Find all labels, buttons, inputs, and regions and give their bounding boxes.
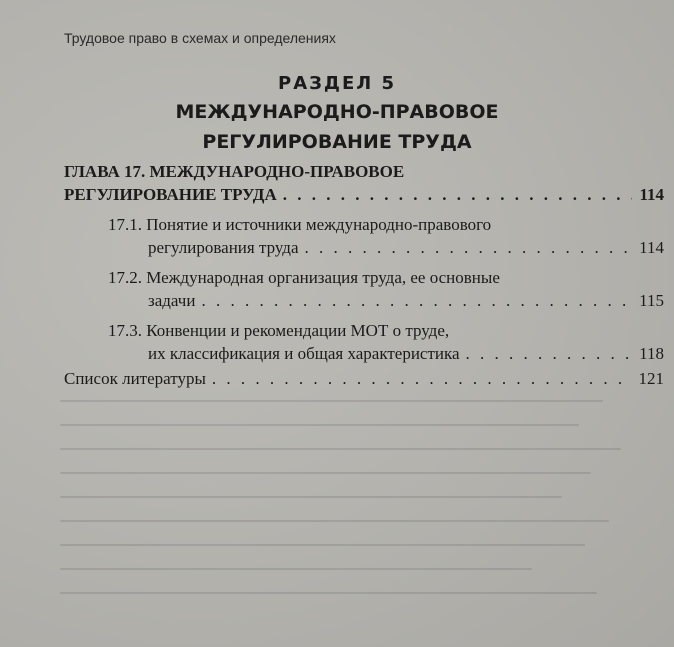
show-through-text [60, 400, 650, 630]
subsection-page-number: 115 [639, 291, 664, 310]
toc-chapter-entry[interactable] [64, 160, 664, 206]
section-label: РАЗДЕЛ 5 [278, 73, 396, 94]
subsection-page-number: 114 [639, 238, 664, 257]
table-of-contents [64, 160, 664, 365]
section-title-line1: МЕЖДУНАРОДНО-ПРАВОВОЕ [175, 101, 499, 123]
subsection-title-line1: 17.2. Международная организация труда, ее основные [108, 268, 500, 287]
chapter-title-line1: ГЛАВА 17. МЕЖДУНАРОДНО-ПРАВОВОЕ [64, 162, 405, 181]
subsection-title-line2: их классификация и общая характеристика [148, 344, 460, 363]
section-heading [0, 72, 674, 156]
subsection-title-line1: 17.3. Конвенции и рекомендации МОТ о труде, [108, 321, 450, 340]
running-head: Трудовое право в схемах и определениях [64, 30, 336, 46]
bibliography-page-number: 121 [638, 369, 664, 388]
toc-bibliography-entry[interactable] [64, 367, 664, 390]
dot-leader [466, 342, 632, 365]
chapter-title-line2: РЕГУЛИРОВАНИЕ ТРУДА [64, 185, 277, 204]
dot-leader [201, 289, 632, 312]
subsection-title-line1: 17.1. Понятие и источники международно-правового [108, 215, 492, 234]
subsection-page-number: 118 [639, 344, 664, 363]
toc-subsection-entry[interactable] [108, 266, 664, 312]
bibliography-label: Список литературы [64, 369, 206, 388]
dot-leader [305, 236, 632, 259]
dot-leader [283, 183, 632, 206]
section-title-line2: РЕГУЛИРОВАНИЕ ТРУДА [202, 131, 472, 153]
chapter-page-number: 114 [639, 185, 664, 204]
toc-subsection-entry[interactable] [108, 213, 664, 259]
toc-subsection-entry[interactable] [108, 319, 664, 365]
dot-leader [212, 367, 632, 390]
subsection-title-line2: задачи [148, 291, 196, 310]
subsection-title-line2: регулирования труда [148, 238, 299, 257]
